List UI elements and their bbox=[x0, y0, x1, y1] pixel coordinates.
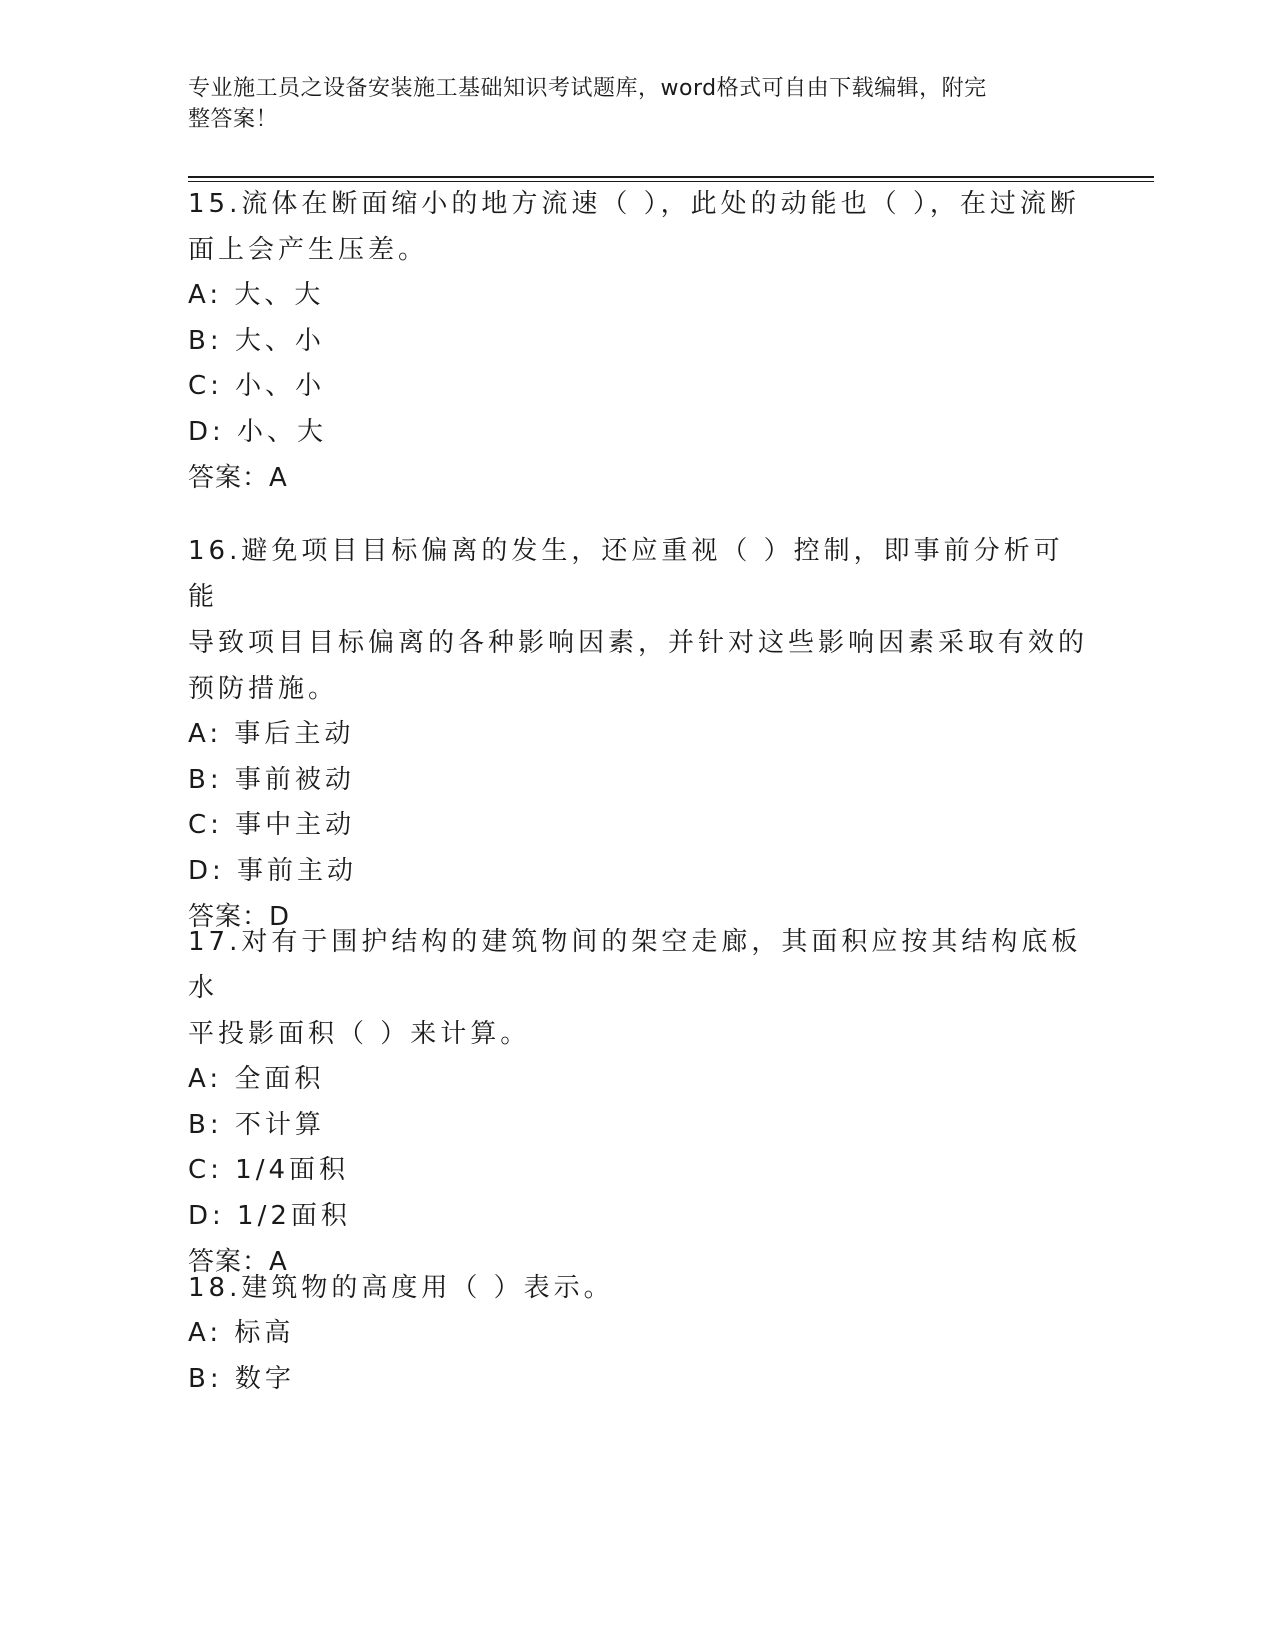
option-c: C: 1/4面积 bbox=[188, 1155, 350, 1185]
question-stem-line: 16.避免项目目标偏离的发生，还应重视（ ）控制，即事前分析可能 bbox=[188, 536, 1064, 612]
option-b: B: 事前被动 bbox=[188, 764, 355, 795]
option-a: A: 大、大 bbox=[188, 280, 325, 310]
option-b: B: 数字 bbox=[188, 1363, 295, 1394]
option-d: D: 事前主动 bbox=[188, 855, 358, 886]
answer: 答案：D bbox=[188, 902, 291, 932]
option-b: B: 不计算 bbox=[188, 1109, 325, 1140]
question-16 bbox=[188, 528, 1088, 940]
header-line-2: 整答案！ bbox=[188, 107, 279, 132]
option-d: D: 小、大 bbox=[188, 416, 328, 447]
header-line-1: 专业施工员之设备安装施工基础知识考试题库，word格式可自由下载编辑，附完 bbox=[188, 76, 987, 101]
question-stem-line: 15.流体在断面缩小的地方流速（ ），此处的动能也（ ），在过流断 bbox=[188, 189, 1080, 219]
option-a: A: 全面积 bbox=[188, 1064, 325, 1094]
question-stem-line: 面上会产生压差。 bbox=[188, 235, 429, 265]
answer: 答案：A bbox=[188, 1247, 288, 1277]
question-15 bbox=[188, 181, 1088, 501]
option-a: A: 标高 bbox=[188, 1318, 295, 1348]
option-c: C: 事中主动 bbox=[188, 810, 356, 840]
question-stem-line: 17.对有于围护结构的建筑物间的架空走廊，其面积应按其结构底板水 bbox=[188, 927, 1082, 1003]
answer: 答案：A bbox=[188, 463, 288, 493]
question-17 bbox=[188, 919, 1088, 1285]
question-stem-line: 预防措施。 bbox=[188, 674, 339, 704]
question-stem-line: 平投影面积（ ）来计算。 bbox=[188, 1019, 531, 1049]
option-b: B: 大、小 bbox=[188, 325, 325, 356]
option-d: D: 1/2面积 bbox=[188, 1200, 351, 1231]
document-header bbox=[188, 73, 1068, 135]
question-18 bbox=[188, 1265, 1088, 1402]
question-stem-line: 导致项目目标偏离的各种影响因素，并针对这些影响因素采取有效的 bbox=[188, 628, 1089, 658]
header-divider-thick bbox=[188, 176, 1154, 178]
option-a: A: 事后主动 bbox=[188, 719, 355, 749]
option-c: C: 小、小 bbox=[188, 371, 326, 401]
question-stem-line: 18.建筑物的高度用（ ）表示。 bbox=[188, 1273, 614, 1303]
